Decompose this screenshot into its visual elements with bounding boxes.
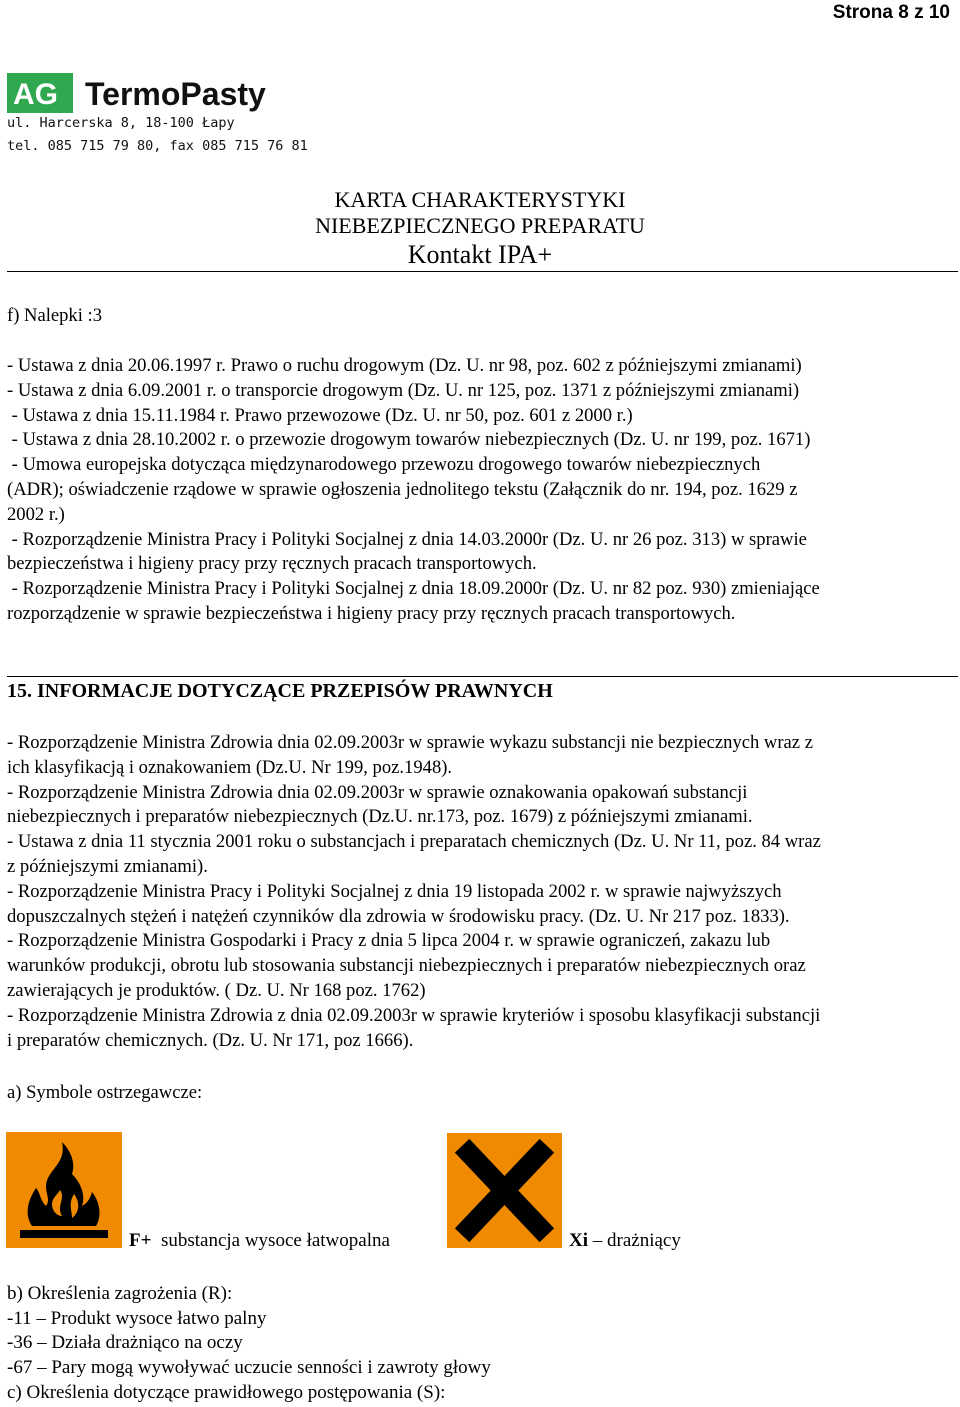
section-15-heading: 15. INFORMACJE DOTYCZĄCE PRZEPISÓW PRAWNYCH: [7, 680, 553, 702]
regulation-line: (ADR); oświadczenie rządowe w sprawie ogłoszenia jednolitego tekstu (Załącznik do nr. 194, poz. 1629 z: [7, 478, 798, 500]
labels-heading: f) Nalepki :3: [7, 305, 103, 326]
legal-line: - Ustawa z dnia 11 stycznia 2001 roku o substancjach i preparatach chemicznych (Dz. U. Nr 11, poz. 84 wraz: [7, 831, 821, 853]
regulation-line: - Ustawa z dnia 28.10.2002 r. o przewozie drogowym towarów niebezpiecznych (Dz. U. nr 199, poz. 1671): [7, 429, 811, 451]
header-divider: [7, 271, 958, 272]
regulation-line: bezpieczeństwa i higieny pracy przy ręcznych pracach transportowych.: [7, 553, 537, 575]
symbol-description: drażniący: [607, 1230, 681, 1251]
legal-line: - Rozporządzenie Ministra Pracy i Polityki Socjalnej z dnia 19 listopada 2002 r. w sprawie najwyższych: [7, 880, 782, 902]
logo-brand-text: TermoPasty: [85, 76, 266, 112]
regulation-line: - Ustawa z dnia 20.06.1997 r. Prawo o ruchu drogowym (Dz. U. nr 98, poz. 602 z późniejszymi zmianami): [7, 355, 802, 376]
legal-line: z późniejszymi zmianami).: [7, 855, 208, 877]
flame-icon: [6, 1132, 122, 1248]
risk-phrases: [7, 1282, 491, 1406]
symbol-separator: –: [592, 1230, 603, 1251]
logo-badge-text: AG: [13, 78, 58, 111]
cross-icon: [447, 1133, 562, 1248]
regulation-line: - Umowa europejska dotycząca międzynarodowego przewozu drogowego towarów niebezpiecznych: [7, 454, 761, 476]
irritant-symbol: [447, 1133, 562, 1248]
flammable-symbol: [6, 1132, 122, 1248]
legal-line: zawierających je produktów. ( Dz. U. Nr 168 poz. 1762): [7, 979, 426, 1001]
section-divider: [7, 676, 958, 677]
section-15-body: [7, 731, 959, 1053]
symbol-code: F+: [129, 1230, 152, 1251]
page-number: Strona 8 z 10: [832, 2, 950, 23]
legal-line: - Rozporządzenie Ministra Zdrowia dnia 02.09.2003r w sprawie wykazu substancji nie bezpiecznych wraz z: [7, 732, 813, 753]
r-heading: b) Określenia zagrożenia (R):: [7, 1283, 233, 1304]
regulation-line: 2002 r.): [7, 503, 65, 525]
symbol-description: substancja wysoce łatwopalna: [160, 1230, 390, 1251]
legal-line: - Rozporządzenie Ministra Zdrowia dnia 02.09.2003r w sprawie oznakowania opakowań substancji: [7, 781, 748, 803]
symbols-heading: a) Symbole ostrzegawcze:: [7, 1082, 203, 1103]
regulation-line: - Ustawa z dnia 6.09.2001 r. o transporcie drogowym (Dz. U. nr 125, poz. 1371 z późniejszymi zmianami): [7, 379, 800, 401]
s-heading: c) Określenia dotyczące prawidłowego postępowania (S):: [7, 1381, 446, 1403]
legal-line: niebezpiecznych i preparatów niebezpiecznych (Dz.U. nr.173, poz. 1679) z późniejszymi zmianami.: [7, 806, 753, 828]
product-name: Kontakt IPA+: [407, 240, 553, 269]
document-title: [0, 187, 960, 271]
title-line-2: NIEBEZPIECZNEGO PREPARATU: [315, 213, 645, 238]
legal-line: warunków produkcji, obrotu lub stosowania substancji niebezpiecznych i preparatów niebezpiecznych oraz: [7, 955, 806, 977]
regulation-line: - Ustawa z dnia 15.11.1984 r. Prawo przewozowe (Dz. U. nr 50, poz. 601 z 2000 r.): [7, 404, 633, 426]
symbol-caption-fplus: [129, 1230, 390, 1252]
regulation-line: - Rozporządzenie Ministra Pracy i Polityki Socjalnej z dnia 18.09.2000r (Dz. U. nr 82 poz. 930) zmieniające: [7, 578, 820, 600]
legal-line: ich klasyfikacją i oznakowaniem (Dz.U. Nr 199, poz.1948).: [7, 756, 453, 778]
legal-line: - Rozporządzenie Ministra Gospodarki i Pracy z dnia 5 lipca 2004 r. w sprawie ograniczeń, zakazu lub: [7, 930, 771, 952]
regulation-line: rozporządzenie w sprawie bezpieczeństwa i higieny pracy przy ręcznych pracach transportowych.: [7, 602, 736, 624]
regulation-line: - Rozporządzenie Ministra Pracy i Polityki Socjalnej z dnia 14.03.2000r (Dz. U. nr 26 poz. 313) w sprawie: [7, 528, 807, 550]
company-address: ul. Harcerska 8, 18-100 Łapy: [7, 115, 235, 131]
symbol-code: Xi: [569, 1230, 588, 1251]
company-phone: tel. 085 715 79 80, fax 085 715 76 81: [7, 138, 308, 154]
legal-line: - Rozporządzenie Ministra Zdrowia z dnia 02.09.2003r w sprawie kryteriów i sposobu klasyfikacji substancji: [7, 1004, 821, 1026]
transport-regulations: [7, 354, 959, 627]
legal-line: i preparatów chemicznych. (Dz. U. Nr 171, poz 1666).: [7, 1029, 414, 1051]
title-line-1: KARTA CHARAKTERYSTYKI: [334, 187, 626, 212]
r-phrase: -11 – Produkt wysoce łatwo palny: [7, 1307, 267, 1329]
company-logo: [7, 71, 307, 115]
r-phrase: -36 – Działa drażniąco na oczy: [7, 1332, 243, 1354]
symbol-caption-xi: [569, 1230, 681, 1252]
legal-line: dopuszczalnych stężeń i natężeń czynników dla zdrowia w środowisku pracy. (Dz. U. Nr 217 poz. 1833).: [7, 905, 790, 927]
r-phrase: -67 – Pary mogą wywoływać uczucie senności i zawroty głowy: [7, 1357, 491, 1379]
